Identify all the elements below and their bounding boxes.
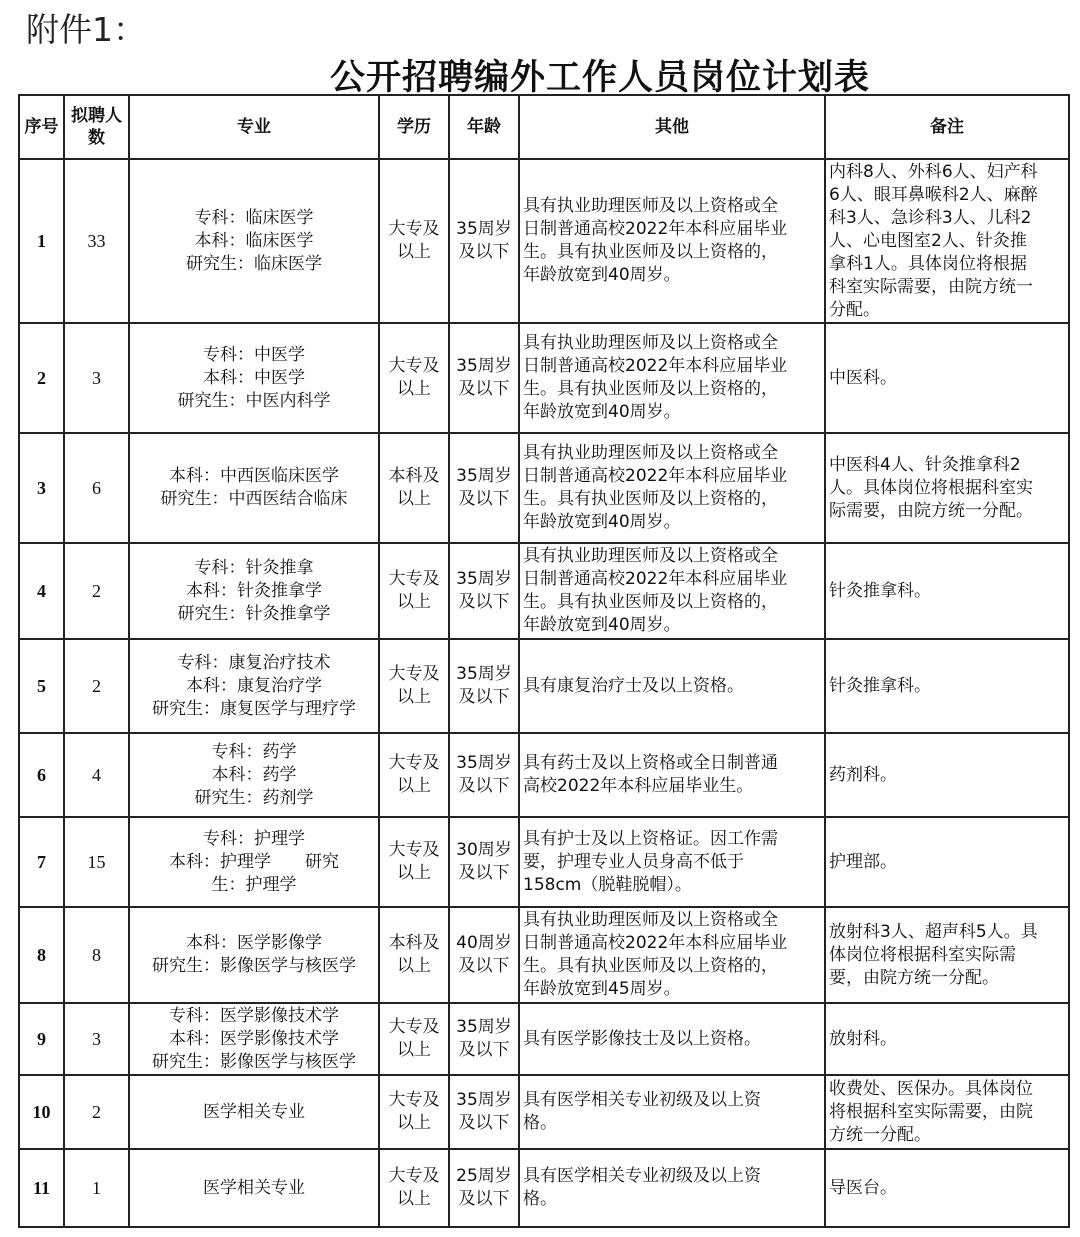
cell-no: 6 (19, 733, 64, 817)
table-row (19, 1075, 1069, 1149)
cell-age (449, 323, 519, 433)
cell-other-line: 日制普通高校2022年本科应届毕业 (523, 933, 788, 953)
cell-remark-line: 导医台。 (829, 1177, 897, 1198)
cell-education (379, 1149, 449, 1227)
cell-other-line: 格。 (523, 1189, 557, 1209)
cell-no: 9 (19, 1003, 64, 1075)
cell-age (449, 1003, 519, 1075)
cell-other (519, 639, 825, 733)
cell-major-line: 研究生：中医内科学 (177, 390, 331, 411)
col-header-major: 专业 (129, 95, 379, 159)
cell-other-line: 158cm（脱鞋脱帽）。 (523, 874, 692, 895)
cell-other-line: 具有医学相关专业初级及以上资 (523, 1090, 761, 1110)
cell-major (129, 639, 379, 733)
cell-remark (825, 733, 1069, 817)
cell-major (129, 1003, 379, 1075)
cell-age-line: 35周岁 (456, 219, 512, 239)
cell-other-line: 具有执业助理医师及以上资格或全 (523, 546, 778, 566)
cell-age-line: 及以下 (458, 379, 510, 399)
cell-other-line: 年龄放宽到40周岁。 (523, 265, 681, 285)
cell-other-line: 日制普通高校2022年本科应届毕业 (523, 356, 788, 376)
cell-remark-line: 科室实际需要，由院方统一 (829, 276, 1033, 297)
table-row (19, 1003, 1069, 1075)
cell-remark-line: 体岗位将根据科室实际需 (829, 944, 1016, 965)
cell-count: 1 (64, 1149, 129, 1227)
cell-other (519, 817, 825, 907)
cell-other-line: 日制普通高校2022年本科应届毕业 (523, 466, 788, 486)
cell-remark-line: 际需要，由院方统一分配。 (829, 500, 1033, 521)
cell-other-line: 要，护理专业人员身高不低于 (523, 851, 744, 872)
cell-other-line: 生。具有执业医师及以上资格的， (523, 242, 778, 262)
table-row (19, 639, 1069, 733)
col-header-remark: 备注 (825, 95, 1069, 159)
cell-no: 3 (19, 433, 64, 543)
table-row (19, 543, 1069, 639)
cell-major-line: 研究生：针灸推拿学 (177, 603, 331, 624)
cell-major-line: 研究生：临床医学 (186, 253, 322, 274)
cell-count: 33 (64, 159, 129, 323)
cell-major-line: 本科：临床医学 (194, 230, 314, 251)
cell-education-line: 大专及 (388, 1166, 440, 1186)
cell-remark (825, 159, 1069, 323)
cell-education (379, 159, 449, 323)
cell-remark-line: 护理部。 (829, 851, 897, 872)
cell-remark-line: 将根据科室实际需要，由院 (829, 1101, 1033, 1122)
cell-remark (825, 817, 1069, 907)
cell-age (449, 159, 519, 323)
table-row (19, 817, 1069, 907)
cell-remark (825, 543, 1069, 639)
cell-other-line: 具有药士及以上资格或全日制普通 (523, 753, 778, 773)
cell-age-line: 35周岁 (456, 356, 512, 376)
cell-remark-line: 放射科3人、超声科5人。具 (829, 921, 1038, 942)
cell-education-line: 大专及 (388, 356, 440, 376)
recruitment-plan-table (18, 94, 1070, 1228)
cell-major (129, 1149, 379, 1227)
cell-major-line: 本科：针灸推拿学 (186, 580, 322, 601)
cell-education (379, 817, 449, 907)
cell-age (449, 543, 519, 639)
cell-other-line: 日制普通高校2022年本科应届毕业 (523, 569, 788, 589)
cell-age-line: 及以下 (458, 592, 510, 612)
cell-other-line: 具有医学相关专业初级及以上资 (523, 1166, 761, 1186)
cell-other-line: 格。 (523, 1113, 557, 1133)
cell-remark-line: 针灸推拿科。 (829, 580, 931, 601)
cell-count: 3 (64, 1003, 129, 1075)
cell-count: 6 (64, 433, 129, 543)
cell-major-line: 专科：临床医学 (194, 207, 314, 228)
cell-major-line: 本科：医学影像技术学 (169, 1028, 339, 1049)
cell-education-line: 以上 (397, 1113, 431, 1133)
cell-other (519, 1149, 825, 1227)
cell-other-line: 具有执业助理医师及以上资格或全 (523, 196, 778, 216)
cell-major-line: 研究生：影像医学与核医学 (152, 1051, 356, 1072)
cell-remark (825, 907, 1069, 1003)
cell-age (449, 907, 519, 1003)
cell-age-line: 及以下 (458, 1040, 510, 1060)
cell-other (519, 159, 825, 323)
cell-education-line: 本科及 (388, 933, 440, 953)
cell-major-line: 专科：针灸推拿 (194, 557, 314, 578)
cell-count: 8 (64, 907, 129, 1003)
cell-no: 10 (19, 1075, 64, 1149)
cell-education-line: 以上 (397, 863, 431, 883)
cell-other-line: 具有护士及以上资格证。因工作需 (523, 828, 778, 849)
header-row (19, 95, 1069, 159)
table-row (19, 907, 1069, 1003)
cell-remark-line: 分配。 (829, 299, 880, 320)
cell-age-line: 及以下 (458, 489, 510, 509)
cell-no: 7 (19, 817, 64, 907)
cell-count: 3 (64, 323, 129, 433)
cell-major (129, 433, 379, 543)
cell-age-line: 及以下 (458, 1189, 510, 1209)
cell-remark-line: 要，由院方统一分配。 (829, 967, 999, 988)
cell-age (449, 433, 519, 543)
cell-education-line: 以上 (397, 956, 431, 976)
cell-education-line: 大专及 (388, 1017, 440, 1037)
cell-education (379, 1003, 449, 1075)
cell-remark-line: 放射科。 (829, 1028, 897, 1049)
col-header-age: 年龄 (449, 95, 519, 159)
cell-no: 11 (19, 1149, 64, 1227)
col-header-count: 拟聘人数 (64, 95, 129, 159)
cell-age (449, 733, 519, 817)
cell-age-line: 40周岁 (456, 933, 512, 953)
cell-other (519, 433, 825, 543)
cell-age-line: 35周岁 (456, 1090, 512, 1110)
cell-other-line: 生。具有执业医师及以上资格的， (523, 592, 778, 612)
cell-education-line: 以上 (397, 592, 431, 612)
cell-age (449, 1075, 519, 1149)
cell-major-line: 专科：康复治疗技术 (177, 652, 331, 673)
cell-other (519, 323, 825, 433)
cell-no: 4 (19, 543, 64, 639)
cell-education (379, 433, 449, 543)
cell-remark-line: 人、心电图室2人、针灸推 (829, 230, 1027, 251)
cell-education-line: 以上 (397, 489, 431, 509)
cell-education-line: 以上 (397, 1040, 431, 1060)
cell-major-line: 本科：医学影像学 (186, 933, 322, 953)
cell-age (449, 1149, 519, 1227)
cell-other-line: 生。具有执业医师及以上资格的， (523, 956, 778, 976)
cell-education (379, 1075, 449, 1149)
cell-age-line: 30周岁 (456, 840, 512, 860)
cell-other (519, 543, 825, 639)
cell-other (519, 1075, 825, 1149)
cell-count: 2 (64, 1075, 129, 1149)
cell-age-line: 35周岁 (456, 1017, 512, 1037)
cell-major (129, 543, 379, 639)
cell-age-line: 35周岁 (456, 466, 512, 486)
cell-major (129, 907, 379, 1003)
cell-other-line: 年龄放宽到40周岁。 (523, 402, 681, 422)
cell-no: 5 (19, 639, 64, 733)
table-row (19, 1149, 1069, 1227)
cell-major (129, 159, 379, 323)
cell-remark-line: 人。具体岗位将根据科室实 (829, 477, 1033, 498)
cell-remark (825, 1003, 1069, 1075)
cell-other-line: 生。具有执业医师及以上资格的， (523, 379, 778, 399)
cell-major-line: 本科：中医学 (203, 367, 305, 388)
cell-remark (825, 1075, 1069, 1149)
cell-count: 15 (64, 817, 129, 907)
cell-age (449, 817, 519, 907)
cell-major-line: 本科：药学 (211, 764, 297, 785)
cell-education-line: 以上 (397, 1189, 431, 1209)
cell-other-line: 高校2022年本科应届毕业生。 (523, 776, 754, 796)
page-title: 公开招聘编外工作人员岗位计划表 (329, 58, 870, 98)
cell-other-line: 年龄放宽到40周岁。 (523, 512, 681, 532)
cell-remark (825, 433, 1069, 543)
cell-education-line: 本科及 (388, 466, 440, 486)
cell-education (379, 543, 449, 639)
annex-label: 附件1： (26, 10, 146, 49)
cell-age-line: 及以下 (458, 687, 510, 707)
cell-other (519, 907, 825, 1003)
cell-age (449, 639, 519, 733)
cell-major-line: 本科：护理学 研究 (169, 851, 339, 872)
cell-education-line: 以上 (397, 242, 431, 262)
cell-major (129, 1075, 379, 1149)
cell-remark-line: 6人、眼耳鼻喉科2人、麻醉 (829, 184, 1038, 205)
cell-age-line: 35周岁 (456, 753, 512, 773)
cell-remark (825, 639, 1069, 733)
cell-remark (825, 323, 1069, 433)
cell-age-line: 35周岁 (456, 664, 512, 684)
table-row (19, 433, 1069, 543)
cell-other-line: 具有康复治疗士及以上资格。 (523, 675, 744, 696)
cell-other (519, 1003, 825, 1075)
cell-education-line: 大专及 (388, 840, 440, 860)
cell-count: 2 (64, 543, 129, 639)
col-header-education: 学历 (379, 95, 449, 159)
cell-remark-line: 药剂科。 (829, 764, 897, 785)
cell-other (519, 733, 825, 817)
cell-other-line: 年龄放宽到40周岁。 (523, 615, 681, 635)
cell-age-line: 25周岁 (456, 1166, 512, 1186)
cell-major (129, 323, 379, 433)
cell-remark-line: 收费处、医保办。具体岗位 (829, 1078, 1033, 1099)
cell-education-line: 大专及 (388, 753, 440, 773)
cell-count: 2 (64, 639, 129, 733)
cell-no: 2 (19, 323, 64, 433)
cell-count: 4 (64, 733, 129, 817)
cell-education-line: 大专及 (388, 569, 440, 589)
cell-major (129, 817, 379, 907)
cell-age-line: 及以下 (458, 1113, 510, 1133)
table-row (19, 159, 1069, 323)
cell-education-line: 大专及 (388, 664, 440, 684)
cell-age-line: 35周岁 (456, 569, 512, 589)
cell-education (379, 639, 449, 733)
cell-other-line: 具有执业助理医师及以上资格或全 (523, 333, 778, 353)
cell-major-line: 本科：康复治疗学 (186, 675, 322, 696)
cell-other-line: 具有医学影像技士及以上资格。 (523, 1028, 761, 1049)
cell-age-line: 及以下 (458, 776, 510, 796)
cell-remark-line: 拿科1人。具体岗位将根据 (829, 253, 1027, 274)
cell-education-line: 以上 (397, 379, 431, 399)
cell-major-line: 专科：中医学 (203, 344, 305, 365)
cell-other-line: 具有执业助理医师及以上资格或全 (523, 910, 778, 930)
cell-remark-line: 针灸推拿科。 (829, 675, 931, 696)
col-header-other: 其他 (519, 95, 825, 159)
cell-education (379, 323, 449, 433)
cell-major-line: 研究生：康复医学与理疗学 (152, 698, 356, 719)
col-header-no: 序号 (19, 95, 64, 159)
cell-education (379, 733, 449, 817)
cell-major-line: 生：护理学 (211, 874, 297, 895)
cell-major-line: 医学相关专业 (203, 1177, 305, 1198)
cell-age-line: 及以下 (458, 242, 510, 262)
table-row (19, 733, 1069, 817)
cell-remark-line: 中医科4人、针灸推拿科2 (829, 454, 1021, 475)
cell-no: 1 (19, 159, 64, 323)
cell-major-line: 专科：药学 (211, 741, 297, 762)
cell-no: 8 (19, 907, 64, 1003)
cell-major-line: 专科：医学影像技术学 (169, 1005, 339, 1026)
cell-remark-line: 中医科。 (829, 367, 897, 388)
cell-remark (825, 1149, 1069, 1227)
cell-major (129, 733, 379, 817)
cell-other-line: 具有执业助理医师及以上资格或全 (523, 443, 778, 463)
cell-education-line: 以上 (397, 687, 431, 707)
cell-remark-line: 内科8人、外科6人、妇产科 (829, 161, 1038, 182)
cell-age-line: 及以下 (458, 956, 510, 976)
cell-major-line: 专科：护理学 (203, 828, 305, 849)
cell-age-line: 及以下 (458, 863, 510, 883)
cell-remark-line: 科3人、急诊科3人、儿科2 (829, 207, 1032, 228)
cell-major-line: 研究生：药剂学 (194, 787, 314, 808)
cell-education-line: 以上 (397, 776, 431, 796)
cell-education (379, 907, 449, 1003)
cell-major-line: 医学相关专业 (203, 1101, 305, 1122)
cell-major-line: 研究生：中西医结合临床 (160, 489, 348, 509)
cell-other-line: 日制普通高校2022年本科应届毕业 (523, 219, 788, 239)
cell-other-line: 生。具有执业医师及以上资格的， (523, 489, 778, 509)
cell-major-line: 本科：中西医临床医学 (169, 466, 339, 486)
cell-other-line: 年龄放宽到45周岁。 (523, 979, 681, 999)
cell-remark-line: 方统一分配。 (829, 1124, 931, 1145)
cell-education-line: 大专及 (388, 1090, 440, 1110)
table-row (19, 323, 1069, 433)
cell-major-line: 研究生：影像医学与核医学 (152, 956, 356, 976)
cell-education-line: 大专及 (388, 219, 440, 239)
